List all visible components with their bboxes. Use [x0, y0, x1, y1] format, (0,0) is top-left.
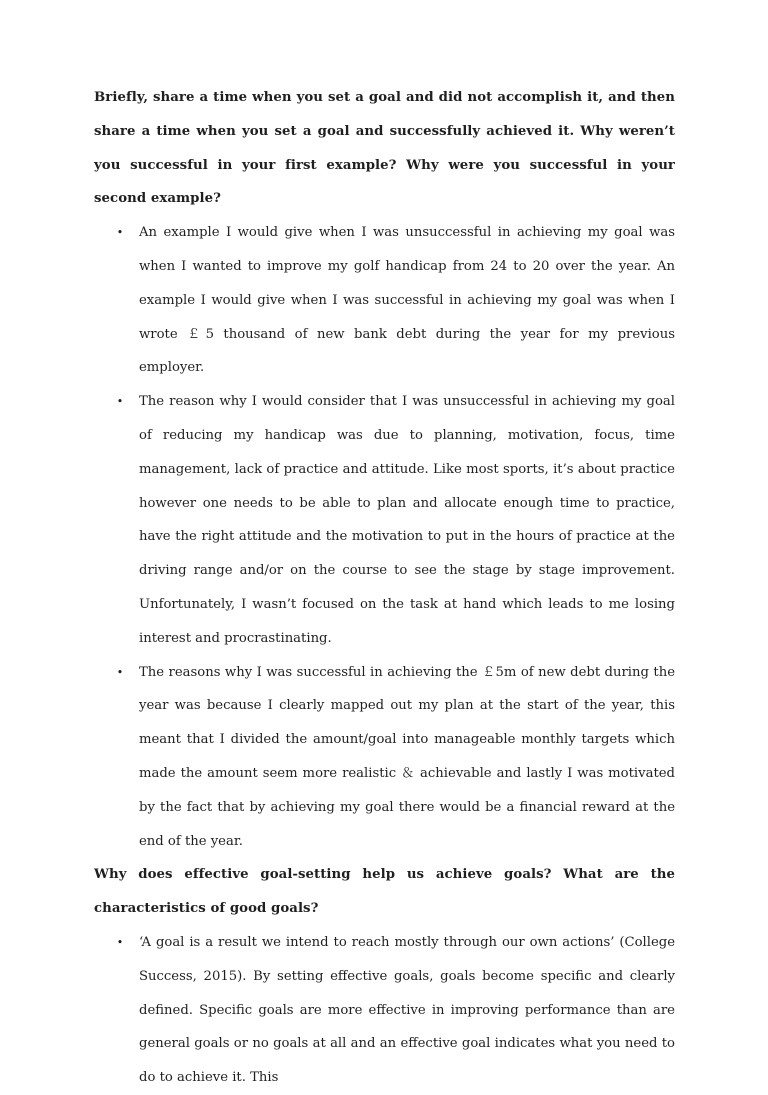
answer-text: The reasons why I was successful in achieving the ￡5m of new debt during the year was because I clearly mapped out my plan at the start of the year, this meant that I divided the amount/goal into manageable monthly targets which made the amount seem more realistic ＆ achievable and lastly I was motivated by the fact that by achieving my goal there would be a financial reward at the end of the year.: [139, 664, 675, 849]
list-item: [94, 216, 675, 385]
answer-text: ‘A goal is a result we intend to reach mostly through our own actions’ (College Success, 2015). By setting effective goals, goals become specific and clearly defined. Specific goals are more effective in improving performance than are general goals or no goals at all and an effective goal indicates what you need to do to achieve it. This: [139, 934, 675, 1086]
list-item: [94, 926, 675, 1095]
question-heading-1: Briefly, share a time when you set a goal and did not accomplish it, and then share a time when you set a goal and successfully achieved it. Why weren’t you successful in your first example? Why were you successful in your second example?: [94, 90, 675, 207]
list-item: [94, 385, 675, 655]
bullet-icon: •: [116, 665, 124, 679]
bullet-icon: •: [116, 226, 124, 240]
list-item: [94, 656, 675, 859]
document-body: [94, 81, 675, 1095]
answer-list-1: [94, 216, 675, 858]
bullet-icon: •: [116, 395, 124, 409]
question-heading-2: Why does effective goal-setting help us achieve goals? What are the characteristics of good goals?: [94, 867, 675, 917]
answer-text: An example I would give when I was unsuccessful in achieving my goal was when I wanted to improve my golf handicap from 24 to 20 over the year. An example I would give when I was successful in achieving my goal was when I wrote ￡5 thousand of new bank debt during the year for my previous employer.: [139, 225, 675, 376]
bullet-icon: •: [116, 935, 124, 949]
answer-text: The reason why I would consider that I was unsuccessful in achieving my goal of reducing my handicap was due to planning, motivation, focus, time management, lack of practice and attitude. Like most sports, it’s about practice however one needs to be able to plan and allocate enough time to practice, have the right attitude and the motivation to put in the hours of practice at the driving range and/or on the course to see the stage by stage improvement. Unfortunately, I wasn’t focused on the task at hand which leads to me losing interest and procrastinating.: [139, 394, 675, 646]
answer-list-2: [94, 926, 675, 1095]
